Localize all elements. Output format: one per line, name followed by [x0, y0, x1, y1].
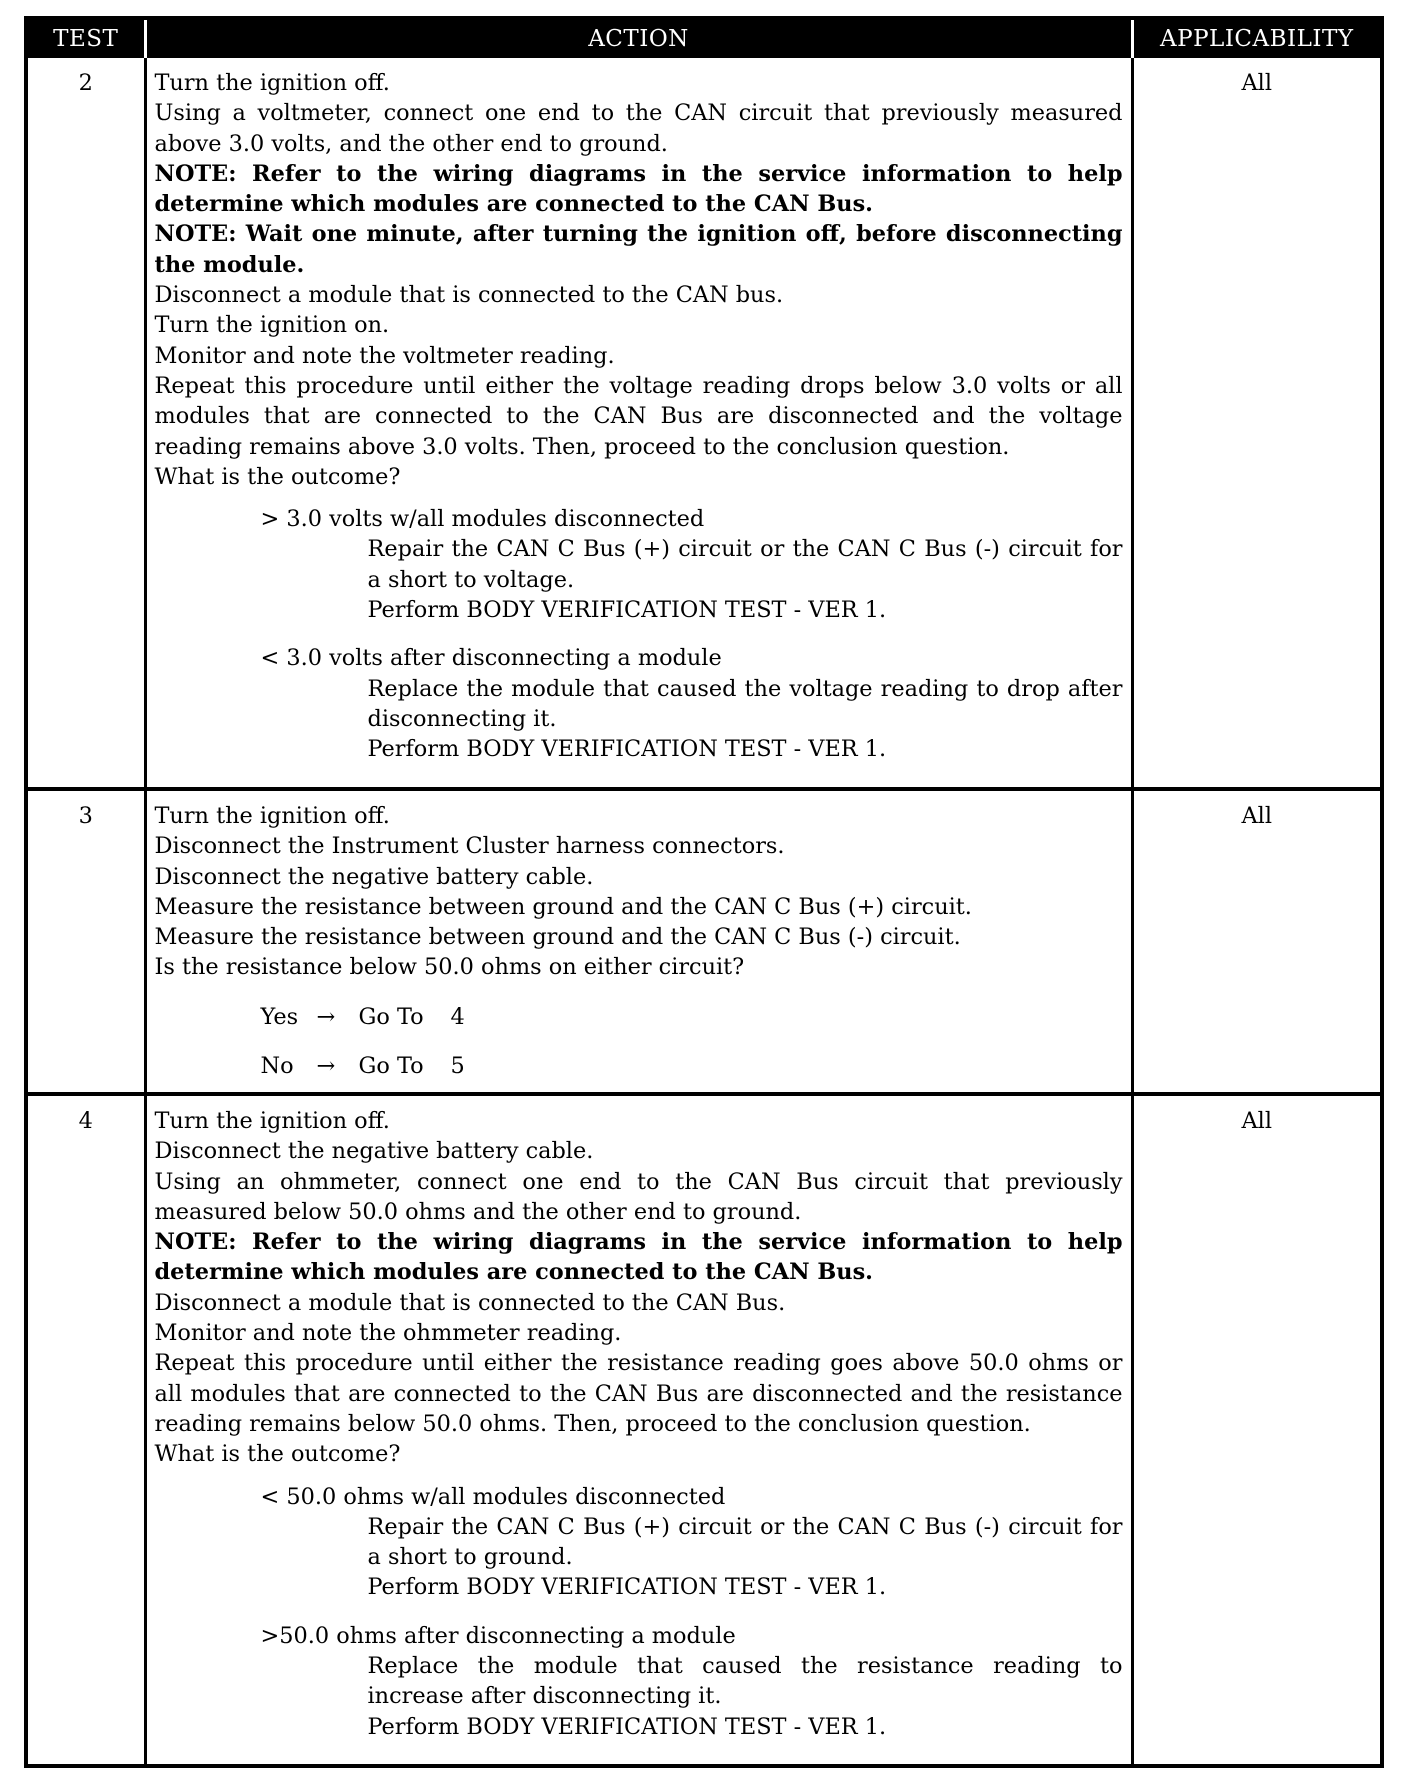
step: Disconnect the negative battery cable.: [154, 863, 594, 890]
step: Disconnect a module that is connected to the CAN bus.: [154, 282, 784, 309]
outcome-action: Perform BODY VERIFICATION TEST - VER 1.: [367, 736, 887, 763]
outcome: [155, 1621, 1123, 1742]
applicability: All: [1132, 58, 1380, 789]
test-number: 2: [78, 70, 93, 96]
action-cell: [145, 789, 1132, 1094]
right-arrow-icon: →: [316, 1053, 336, 1080]
note: NOTE: Refer to the wiring diagrams in the service information to help determine which modules are connected to the CAN Bus.: [154, 1229, 1123, 1286]
action-cell: [145, 1094, 1132, 1766]
step: What is the outcome?: [154, 463, 401, 490]
outcome-action: Replace the module that caused the resistance reading to increase after disconnecting it.: [367, 1653, 1123, 1710]
outcome-label: < 3.0 volts after disconnecting a module: [260, 645, 722, 672]
goto-yes: [155, 1002, 1123, 1032]
goto-answer: No: [260, 1053, 294, 1080]
outcome: [155, 1482, 1123, 1603]
note: NOTE: Wait one minute, after turning the ignition off, before disconnecting the module.: [154, 221, 1123, 278]
step: Measure the resistance between ground and the CAN C Bus (-) circuit.: [154, 924, 961, 951]
step: What is the outcome?: [154, 1441, 401, 1468]
goto-target: 5: [450, 1053, 465, 1080]
outcome-action: Replace the module that caused the voltage reading to drop after disconnecting it.: [367, 675, 1123, 732]
outcome-list: [155, 1482, 1123, 1742]
note: NOTE: Refer to the wiring diagrams in the service information to help determine which modules are connected to the CAN Bus.: [154, 160, 1123, 218]
goto-target: 4: [450, 1003, 465, 1030]
outcome-label: < 50.0 ohms w/all modules disconnected: [260, 1483, 726, 1510]
outcome-action: Repair the CAN C Bus (+) circuit or the CAN C Bus (-) circuit for a short to ground.: [367, 1513, 1123, 1571]
test-number: 3: [28, 789, 145, 1094]
step: Repeat this procedure until either the resistance reading goes above 50.0 ohms or all modules that are connected to the CAN Bus are disconnected and the resistance reading remains below 50.0 ohms. Then, proceed to the conclusion question.: [154, 1350, 1123, 1437]
diagnostic-procedure-table: [24, 16, 1384, 1768]
outcome-action: Perform BODY VERIFICATION TEST - VER 1.: [367, 1713, 887, 1740]
test-row-2: [28, 58, 1380, 789]
step: Repeat this procedure until either the voltage reading drops below 3.0 volts or all modules that are connected to the CAN Bus are disconnected and the voltage reading remains above 3.0 volts. Then, proceed to the conclusion question.: [154, 372, 1123, 460]
table-header: [28, 20, 1380, 58]
procedure-table: [28, 20, 1380, 1766]
step: Turn the ignition off.: [154, 803, 390, 829]
outcome-label: >50.0 ohms after disconnecting a module: [260, 1622, 736, 1649]
step: Using a voltmeter, connect one end to the CAN circuit that previously measured above 3.0 volts, and the other end to ground.: [154, 100, 1123, 157]
step: Measure the resistance between ground and the CAN C Bus (+) circuit.: [154, 893, 972, 920]
applicability: All: [1132, 1094, 1380, 1766]
header-test: TEST: [28, 20, 145, 58]
outcome-action: Perform BODY VERIFICATION TEST - VER 1.: [367, 1574, 887, 1601]
right-arrow-icon: →: [316, 1003, 336, 1030]
header-action: ACTION: [145, 20, 1132, 58]
test-row-3: [28, 789, 1380, 1094]
action-cell: [145, 58, 1132, 789]
outcome: [155, 504, 1123, 625]
step: Monitor and note the voltmeter reading.: [154, 342, 615, 369]
test-number: 4: [28, 1094, 145, 1766]
outcome: [155, 643, 1123, 764]
applicability: All: [1132, 789, 1380, 1094]
goto-text: Go To: [358, 1003, 424, 1030]
goto-no: [155, 1051, 1123, 1081]
outcome-list: [155, 504, 1123, 764]
test-row-4: [28, 1094, 1380, 1766]
goto-answer: Yes: [260, 1003, 299, 1030]
step: Turn the ignition off.: [154, 70, 390, 96]
step: Disconnect the Instrument Cluster harness connectors.: [154, 833, 785, 860]
step: Disconnect the negative battery cable.: [154, 1138, 594, 1165]
outcome-action: Perform BODY VERIFICATION TEST - VER 1.: [367, 597, 887, 624]
step: Using an ohmmeter, connect one end to the CAN Bus circuit that previously measured below 50.0 ohms and the other end to ground.: [154, 1168, 1123, 1225]
step: Turn the ignition on.: [154, 312, 390, 339]
outcome-label: > 3.0 volts w/all modules disconnected: [260, 506, 705, 533]
header-applicability: APPLICABILITY: [1132, 20, 1380, 58]
outcome-action: Repair the CAN C Bus (+) circuit or the CAN C Bus (-) circuit for a short to voltage.: [367, 536, 1123, 593]
step: Disconnect a module that is connected to the CAN Bus.: [154, 1289, 786, 1316]
step: Turn the ignition off.: [154, 1108, 390, 1134]
step: Is the resistance below 50.0 ohms on either circuit?: [154, 954, 745, 981]
step: Monitor and note the ohmmeter reading.: [154, 1320, 622, 1347]
goto-text: Go To: [358, 1053, 424, 1080]
